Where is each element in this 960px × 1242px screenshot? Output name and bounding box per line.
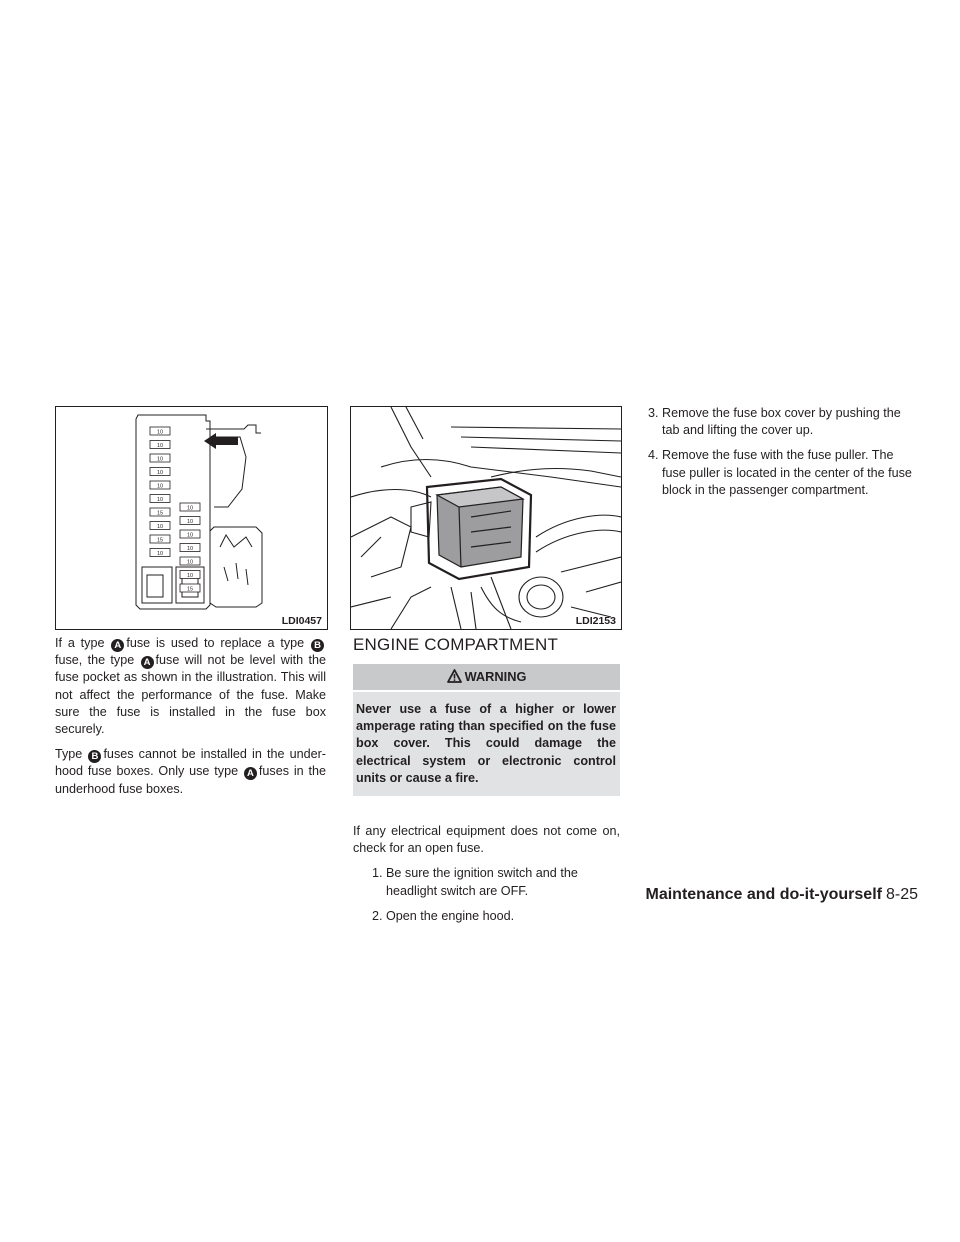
callout-a-icon: A xyxy=(111,639,124,652)
fuse-slot-label: 10 xyxy=(156,497,164,503)
page-number: 8-25 xyxy=(885,886,918,903)
fuse-slot-label: 15 xyxy=(186,586,194,593)
steps-list xyxy=(353,865,620,925)
fuse-slot-label: 10 xyxy=(186,532,194,539)
fuse-block-drawing xyxy=(56,407,327,629)
warning-header xyxy=(353,664,620,690)
fuse-slot-label: 10 xyxy=(156,443,164,449)
intro-paragraph: If any electrical equipment does not come on, check for an open fuse. xyxy=(353,824,620,856)
engine-compartment-illustration xyxy=(350,406,622,630)
fuse-slot-label: 10 xyxy=(186,505,194,512)
callout-a-icon: A xyxy=(141,656,154,669)
figure-code: LDI0457 xyxy=(281,615,322,627)
right-column xyxy=(648,405,915,507)
callout-a-icon: A xyxy=(244,767,257,780)
fuse-slot-label: 10 xyxy=(186,519,194,525)
fuse-slot-label: 10 xyxy=(156,524,164,530)
section-heading: ENGINE COMPARTMENT xyxy=(353,635,559,654)
step-item: 4. Remove the fuse with the fuse puller. The fuse puller is located in the center of the fuse block in the passenger compartment. xyxy=(648,448,912,497)
page-footer xyxy=(646,886,919,904)
warning-triangle-icon xyxy=(447,669,462,683)
warning-title: WARNING xyxy=(464,669,527,684)
fuse-slot-label: 10 xyxy=(156,551,164,557)
fuse-slot-label: 10 xyxy=(186,559,194,566)
callout-b-icon: B xyxy=(88,750,101,763)
fuse-slot-label: 10 xyxy=(186,546,194,552)
fuse-slot-label: 10 xyxy=(156,456,164,463)
step-item: 1. Be sure the ignition switch and the headlight switch are OFF. xyxy=(372,866,578,898)
warning-box xyxy=(353,664,620,796)
fuse-slot-label: 10 xyxy=(156,429,164,436)
fuse-slot-label: 10 xyxy=(156,470,164,476)
step-item: 3. Remove the fuse box cover by pushing the tab and lifting the cover up. xyxy=(648,406,901,438)
fuse-slot-label: 10 xyxy=(186,573,194,579)
warning-text: Never use a fuse of a higher or lower amperage rating than specified on the fuse box cover. This could damage the electrical system or electronic control units or cause a fire. xyxy=(353,692,620,796)
fuse-slot-label: 15 xyxy=(156,510,164,517)
callout-b-icon: B xyxy=(311,639,324,652)
figure-code: LDI2153 xyxy=(575,615,616,627)
steps-list xyxy=(648,405,915,499)
fuse-block-illustration xyxy=(55,406,328,630)
engine-compartment-drawing xyxy=(351,407,621,629)
left-column xyxy=(55,635,326,806)
fuse-slot-label: 10 xyxy=(156,483,164,490)
paragraph-fuse-type: If a type A fuse is used to replace a type Bfuse, the type A fuse will not be level with the fuse pocket as shown in the illustration. This will not affect the performance of the fuse. Make sure the fuse is installed in the fuse box securely. xyxy=(55,636,326,737)
paragraph-underhood: Type B fuses cannot be installed in the under-hood fuse boxes. Only use type A fuses in the underhood fuse boxes. xyxy=(55,747,326,796)
middle-column xyxy=(353,823,620,933)
footer-title: Maintenance and do-it-yourself xyxy=(645,886,882,903)
fuse-rows xyxy=(150,427,200,593)
step-item: 2. Open the engine hood. xyxy=(372,908,515,923)
fuse-slot-label: 15 xyxy=(156,537,164,544)
